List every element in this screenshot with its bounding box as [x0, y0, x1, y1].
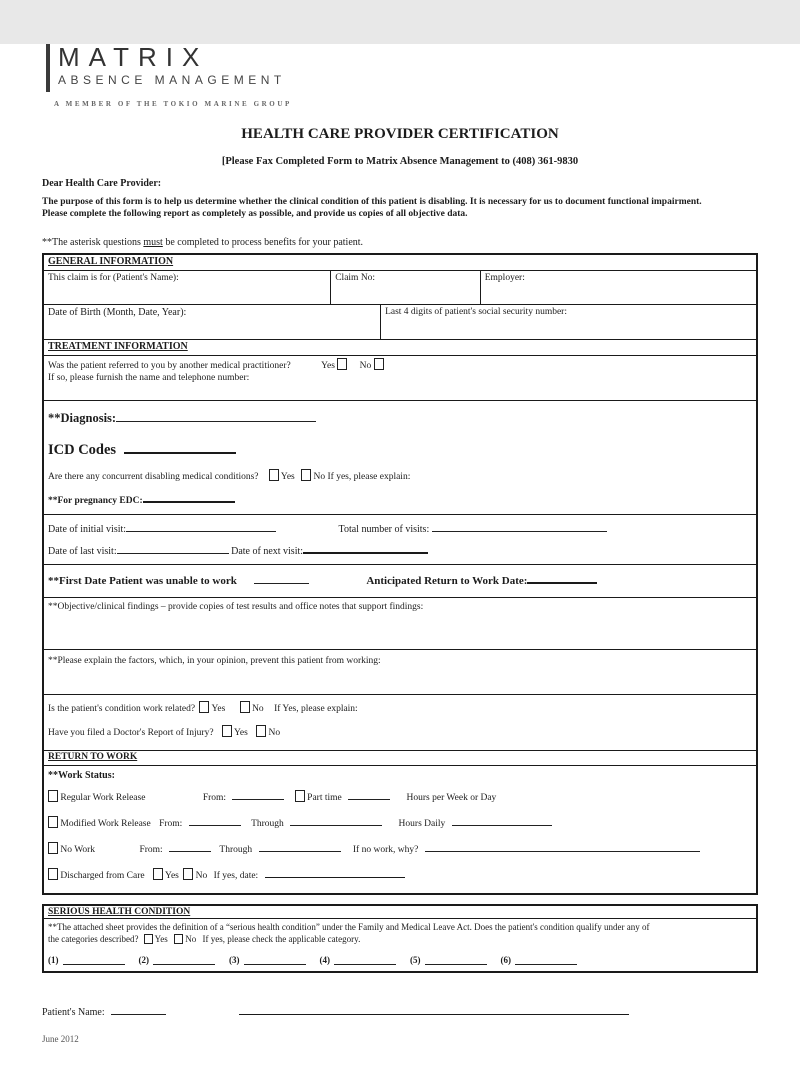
- icd-codes-label: ICD Codes: [48, 442, 117, 458]
- page-title: HEALTH CARE PROVIDER CERTIFICATION: [241, 126, 559, 142]
- section-general-information: GENERAL INFORMATION: [44, 255, 756, 271]
- category-1-label: (1): [48, 955, 59, 965]
- referred-no-checkbox[interactable]: [374, 358, 384, 370]
- work-related-yes-label: Yes: [211, 704, 226, 714]
- referred-question: Was the patient referred to you by another medical practitioner?: [48, 361, 291, 371]
- work-status-block: [44, 766, 756, 893]
- regular-from-field[interactable]: [232, 789, 284, 800]
- concurrent-yes-label: Yes: [280, 472, 295, 482]
- serious-yes-label: Yes: [154, 934, 168, 944]
- brand-subtitle: ABSENCE MANAGEMENT: [58, 73, 286, 87]
- discharged-date-label: If yes, date:: [213, 871, 259, 881]
- discharged-no-checkbox[interactable]: [183, 868, 193, 880]
- work-related-row: [44, 695, 756, 751]
- discharged-yes-checkbox[interactable]: [153, 868, 163, 880]
- serious-line-1: **The attached sheet provides the definition of a “serious health condition” under the Family and Medical Leave Act. Does the patient's condition qualify under any of: [48, 922, 650, 932]
- serious-yes-checkbox[interactable]: [144, 934, 153, 944]
- modified-through-field[interactable]: [290, 815, 382, 826]
- discharged-label: Discharged from Care: [60, 871, 145, 881]
- concurrent-no-label: No: [313, 472, 326, 482]
- general-row-2: [44, 305, 756, 340]
- serious-no-checkbox[interactable]: [174, 934, 183, 944]
- category-6-field[interactable]: [515, 955, 577, 965]
- modified-from-field[interactable]: [189, 815, 241, 826]
- category-row: [44, 949, 756, 971]
- claim-no-label: Claim No:: [335, 273, 376, 283]
- brand-name: MATRIX: [58, 42, 209, 72]
- explain-factors-row[interactable]: [44, 650, 756, 695]
- logo-bar-icon: [46, 44, 50, 92]
- modified-release-label: Modified Work Release: [60, 819, 151, 829]
- concurrent-yes-checkbox[interactable]: [269, 469, 279, 481]
- pregnancy-edc-label: **For pregnancy EDC:: [48, 496, 143, 506]
- icd-codes-field[interactable]: [124, 443, 236, 454]
- total-visits-field[interactable]: [432, 521, 607, 532]
- section-return-to-work: RETURN TO WORK: [44, 751, 756, 766]
- purpose-paragraph: [42, 196, 758, 220]
- part-time-field[interactable]: [348, 789, 390, 800]
- last-visit-field[interactable]: [117, 543, 229, 554]
- asterisk-note-prefix: **The asterisk questions: [42, 237, 144, 248]
- no-work-label: No Work: [60, 845, 96, 855]
- explain-factors-label: **Please explain the factors, which, in your opinion, prevent this patient from working:: [48, 656, 381, 666]
- section-serious-health-condition: SERIOUS HEALTH CONDITION: [44, 906, 756, 919]
- initial-visit-field[interactable]: [126, 521, 276, 532]
- anticipated-return-field[interactable]: [527, 573, 597, 584]
- category-5-label: (5): [410, 955, 421, 965]
- purpose-line-2: Please complete the following report as completely as possible, and provide us copies of all objective data.: [42, 209, 468, 219]
- work-related-yes-checkbox[interactable]: [199, 701, 209, 713]
- pregnancy-edc-field[interactable]: [143, 492, 235, 503]
- regular-from-label: From:: [202, 793, 227, 803]
- category-3-label: (3): [229, 955, 240, 965]
- no-work-checkbox[interactable]: [48, 842, 58, 854]
- serious-health-condition-box: [42, 904, 758, 973]
- doctors-report-no-label: No: [268, 728, 281, 738]
- salutation: Dear Health Care Provider:: [42, 178, 162, 189]
- first-date-unable-field[interactable]: [254, 573, 309, 584]
- total-visits-label: Total number of visits:: [338, 524, 430, 535]
- discharged-no-label: No: [195, 871, 208, 881]
- first-date-unable-label: **First Date Patient was unable to work: [48, 575, 237, 587]
- diagnosis-label: **Diagnosis:: [48, 411, 117, 425]
- regular-release-label: Regular Work Release: [60, 793, 146, 803]
- part-time-label: Part time: [307, 793, 342, 803]
- category-2-field[interactable]: [153, 955, 215, 965]
- referred-no-label: No: [359, 361, 372, 371]
- hours-daily-field[interactable]: [452, 815, 552, 826]
- diagnosis-field[interactable]: [116, 411, 316, 422]
- regular-release-checkbox[interactable]: [48, 790, 58, 802]
- category-1-field[interactable]: [63, 955, 125, 965]
- referred-yes-checkbox[interactable]: [337, 358, 347, 370]
- modified-release-line: [48, 815, 752, 829]
- asterisk-note-must: must: [143, 237, 163, 248]
- serious-line-2-prefix: the categories described?: [48, 934, 139, 944]
- next-visit-field[interactable]: [303, 543, 428, 554]
- form-page: [0, 44, 800, 1080]
- dob-cell[interactable]: [44, 305, 380, 339]
- employer-label: Employer:: [484, 273, 525, 283]
- concurrent-no-checkbox[interactable]: [301, 469, 311, 481]
- patient-name-label: This claim is for (Patient's Name):: [48, 273, 179, 283]
- discharged-line: [48, 867, 752, 881]
- section-treatment-information: TREATMENT INFORMATION: [44, 340, 756, 356]
- category-4-label: (4): [319, 955, 330, 965]
- concurrent-question: Are there any concurrent disabling medical conditions?: [48, 472, 259, 482]
- asterisk-note: [42, 237, 758, 248]
- employer-cell[interactable]: [480, 271, 756, 304]
- doctors-report-yes-label: Yes: [233, 728, 248, 738]
- form-revision-date: June 2012: [42, 1034, 79, 1044]
- category-5-field[interactable]: [425, 955, 487, 965]
- serious-no-label: No: [185, 934, 197, 944]
- no-work-why-label: If no work, why?: [352, 845, 419, 855]
- ssn-cell[interactable]: [380, 305, 756, 339]
- referred-row: [44, 356, 756, 401]
- diagnosis-block: [44, 401, 756, 515]
- referred-yes-label: Yes: [321, 361, 335, 371]
- work-related-no-checkbox[interactable]: [240, 701, 250, 713]
- next-visit-label: Date of next visit:: [231, 546, 304, 557]
- referred-followup: If so, please furnish the name and telephone number:: [48, 373, 250, 383]
- serious-paragraph: [44, 919, 756, 949]
- dob-label: Date of Birth (Month, Date, Year):: [48, 307, 187, 318]
- modified-from-label: From:: [159, 819, 183, 829]
- concurrent-followup: If yes, please explain:: [327, 472, 411, 482]
- visits-row: [44, 515, 756, 565]
- work-related-no-label: No: [252, 704, 264, 714]
- footer-patient-name-label: Patient's Name:: [42, 1007, 105, 1018]
- modified-through-label: Through: [251, 819, 284, 829]
- fax-instruction: [Please Fax Completed Form to Matrix Absence Management to (408) 361-9830: [221, 156, 579, 167]
- objective-findings-label: **Objective/clinical findings – provide copies of test results and office notes that support findings:: [48, 602, 424, 612]
- discharged-date-field[interactable]: [265, 867, 405, 878]
- discharged-checkbox[interactable]: [48, 868, 58, 880]
- last-visit-label: Date of last visit:: [48, 546, 117, 557]
- matrix-logo: [46, 44, 758, 92]
- no-work-through-label: Through: [219, 845, 253, 855]
- doctors-report-yes-checkbox[interactable]: [222, 725, 232, 737]
- claim-no-cell[interactable]: [330, 271, 480, 304]
- work-related-followup: If Yes, please explain:: [274, 704, 358, 714]
- no-work-line: [48, 841, 752, 855]
- category-3-field[interactable]: [244, 955, 306, 965]
- main-form-table: [42, 253, 758, 895]
- general-row-1: [44, 271, 756, 305]
- anticipated-return-label: Anticipated Return to Work Date:: [366, 575, 528, 587]
- footer-patient-name-field-long[interactable]: [239, 1004, 629, 1015]
- part-time-checkbox[interactable]: [295, 790, 305, 802]
- ssn-label: Last 4 digits of patient's social security number:: [385, 307, 567, 317]
- no-work-from-label: From:: [139, 845, 163, 855]
- doctors-report-question: Have you filed a Doctor's Report of Injury?: [48, 728, 214, 738]
- hours-daily-label: Hours Daily: [398, 819, 446, 829]
- category-4-field[interactable]: [334, 955, 396, 965]
- modified-release-checkbox[interactable]: [48, 816, 58, 828]
- patient-name-footer: [42, 1004, 758, 1018]
- brand-tagline: A MEMBER OF THE TOKIO MARINE GROUP: [54, 100, 292, 108]
- regular-release-line: [48, 789, 752, 803]
- footer-patient-name-field-short[interactable]: [111, 1004, 166, 1015]
- initial-visit-label: Date of initial visit:: [48, 524, 127, 535]
- work-related-question: Is the patient's condition work related?: [48, 704, 196, 714]
- no-work-through-field[interactable]: [259, 841, 341, 852]
- purpose-line-1: The purpose of this form is to help us determine whether the clinical condition of this patient is disabling. It is necessary for us to document functional impairment.: [42, 197, 702, 207]
- objective-findings-row[interactable]: [44, 598, 756, 650]
- category-2-label: (2): [138, 955, 149, 965]
- work-status-label: **Work Status:: [48, 770, 115, 781]
- asterisk-note-suffix: be completed to process benefits for your patient.: [162, 237, 364, 248]
- patient-name-cell[interactable]: [44, 271, 330, 304]
- category-6-label: (6): [500, 955, 511, 965]
- doctors-report-no-checkbox[interactable]: [256, 725, 266, 737]
- serious-line-2-suffix: If yes, please check the applicable category.: [202, 934, 361, 944]
- no-work-why-field[interactable]: [425, 841, 700, 852]
- no-work-from-field[interactable]: [169, 841, 211, 852]
- hours-per-week-label: Hours per Week or Day: [406, 793, 497, 803]
- discharged-yes-label: Yes: [165, 871, 179, 881]
- first-date-row: [44, 565, 756, 598]
